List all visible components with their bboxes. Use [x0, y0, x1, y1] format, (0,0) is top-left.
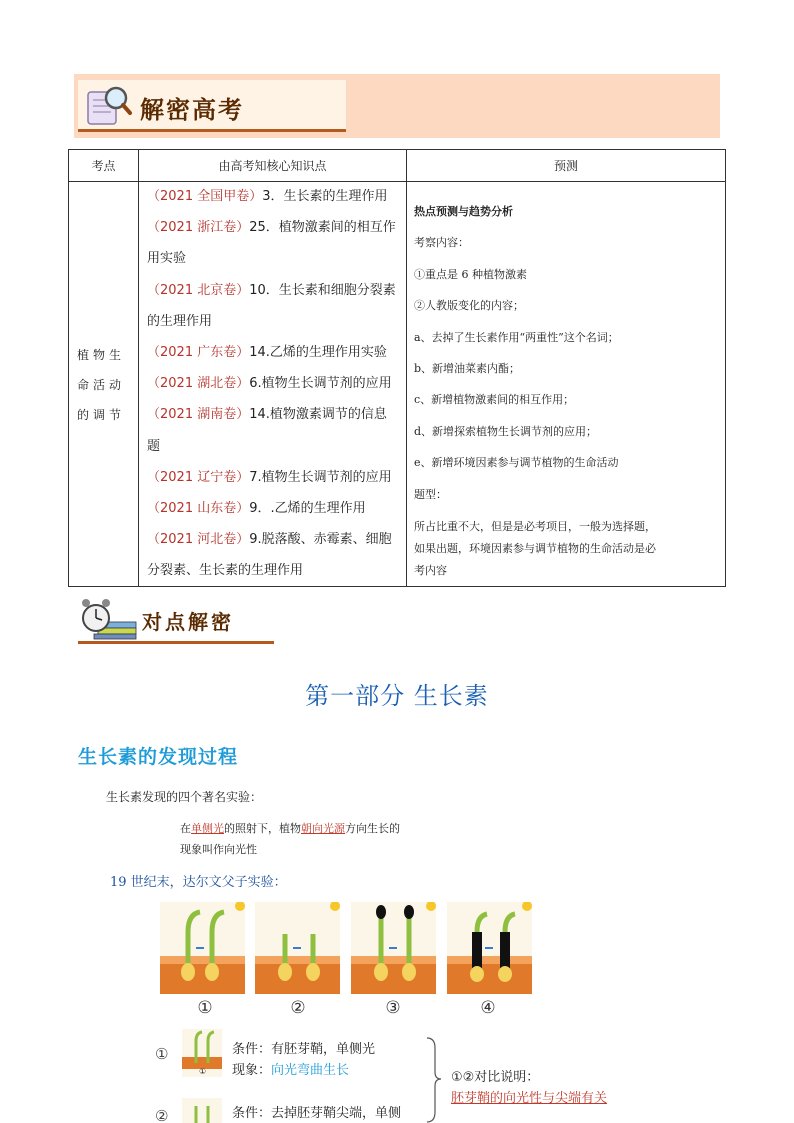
brace: [423, 1036, 443, 1123]
header-topic: 考点: [91, 159, 116, 173]
list-item: 分裂素、生长素的生理作用: [147, 563, 304, 579]
knowledge-list: [147, 181, 405, 586]
magnifier-book-icon: [84, 82, 132, 128]
header-banner: [74, 74, 720, 138]
definition-text: 在单侧光的照射下，植物朝向光源方向生长的 现象叫作向光性: [180, 822, 400, 856]
alarm-clock-books-icon: [78, 594, 138, 640]
experiment-image-2: [255, 902, 340, 994]
panel-number: ③: [385, 998, 401, 1018]
panel-number: ①: [197, 998, 213, 1018]
list-item: （2021 广东卷）14.乙烯的生理作用实验: [147, 344, 387, 360]
banner-tag: [78, 80, 346, 132]
exp2-number: ②: [155, 1107, 169, 1123]
exp1-thumbnail: ①: [182, 1029, 222, 1077]
part-title: 第一部分 生长素: [305, 682, 489, 710]
list-item: 用实验: [147, 251, 187, 267]
list-item: （2021 湖南卷）14.植物激素调节的信息: [147, 407, 387, 423]
prediction-heading: 热点预测与趋势分析: [414, 205, 513, 218]
intro-text: 生长素发现的四个著名实验：: [106, 790, 263, 804]
list-item: （2021 浙江卷）25．植物激素间的相互作: [147, 220, 396, 236]
exp1-number: ①: [155, 1045, 169, 1063]
list-item: （2021 全国甲卷）3．生长素的生理作用: [147, 189, 388, 204]
header-knowledge: 由高考知核心知识点: [218, 159, 327, 173]
experiment-image-3: [351, 902, 436, 994]
experiment-image-4: [447, 902, 532, 994]
list-item: （2021 河北卷）9.脱落酸、赤霉素、细胞: [147, 532, 392, 548]
banner-title: 解密高考: [140, 95, 244, 124]
exp2-condition: 条件：去掉胚芽鞘尖端，单侧: [232, 1106, 402, 1121]
experiment-image-1: [160, 902, 245, 994]
header-prediction: 预测: [553, 159, 578, 173]
section-title: 生长素的发现过程: [78, 746, 239, 768]
list-item: （2021 山东卷）9．.乙烯的生理作用: [147, 500, 366, 516]
list-item: （2021 湖北卷）6.植物生长调节剂的应用: [147, 376, 392, 392]
panel-number: ②: [290, 998, 306, 1018]
list-item: 题: [147, 438, 161, 454]
exp1-condition: 条件：有胚芽鞘，单侧光: [232, 1042, 376, 1057]
panel-number: ④: [480, 998, 496, 1018]
prediction-cell: 热点预测与趋势分析 考察内容： ①重点是 6 种植物激素 ②人教版变化的内容； a、去掉了生长素作用“两重性”这个名词； b、新增油菜素内酯； c、新增植物激素间的相互作用； d、新增探索植物生长调节剂的应用； e、新增环境因素参与调节植物的生命活动 题型： 所占比重不大，但是是必考项目，一般为选择题， 如果出题，环境因素参与调节植物的生命活动是必 考内容: [414, 202, 719, 582]
list-item: 的生理作用: [147, 313, 213, 329]
list-item: （2021 北京卷）10．生长素和细胞分裂素: [147, 282, 396, 298]
topic-cell: 植物生 命活动 的调节: [77, 348, 126, 422]
conclusion-text: 胚芽鞘的向光性与尖端有关: [451, 1091, 608, 1106]
exp2-thumbnail: [182, 1098, 222, 1123]
conclusion-label: ①②对比说明：: [451, 1070, 540, 1085]
exam-table: [68, 149, 726, 587]
list-item: （2021 辽宁卷）7.植物生长调节剂的应用: [147, 469, 392, 485]
section-banner-title: 对点解密: [142, 610, 234, 634]
exp1-phenomenon: 现象：向光弯曲生长: [232, 1063, 350, 1078]
section-banner: [78, 594, 274, 644]
darwin-text: 19 世纪末，达尔文父子实验：: [110, 875, 287, 890]
